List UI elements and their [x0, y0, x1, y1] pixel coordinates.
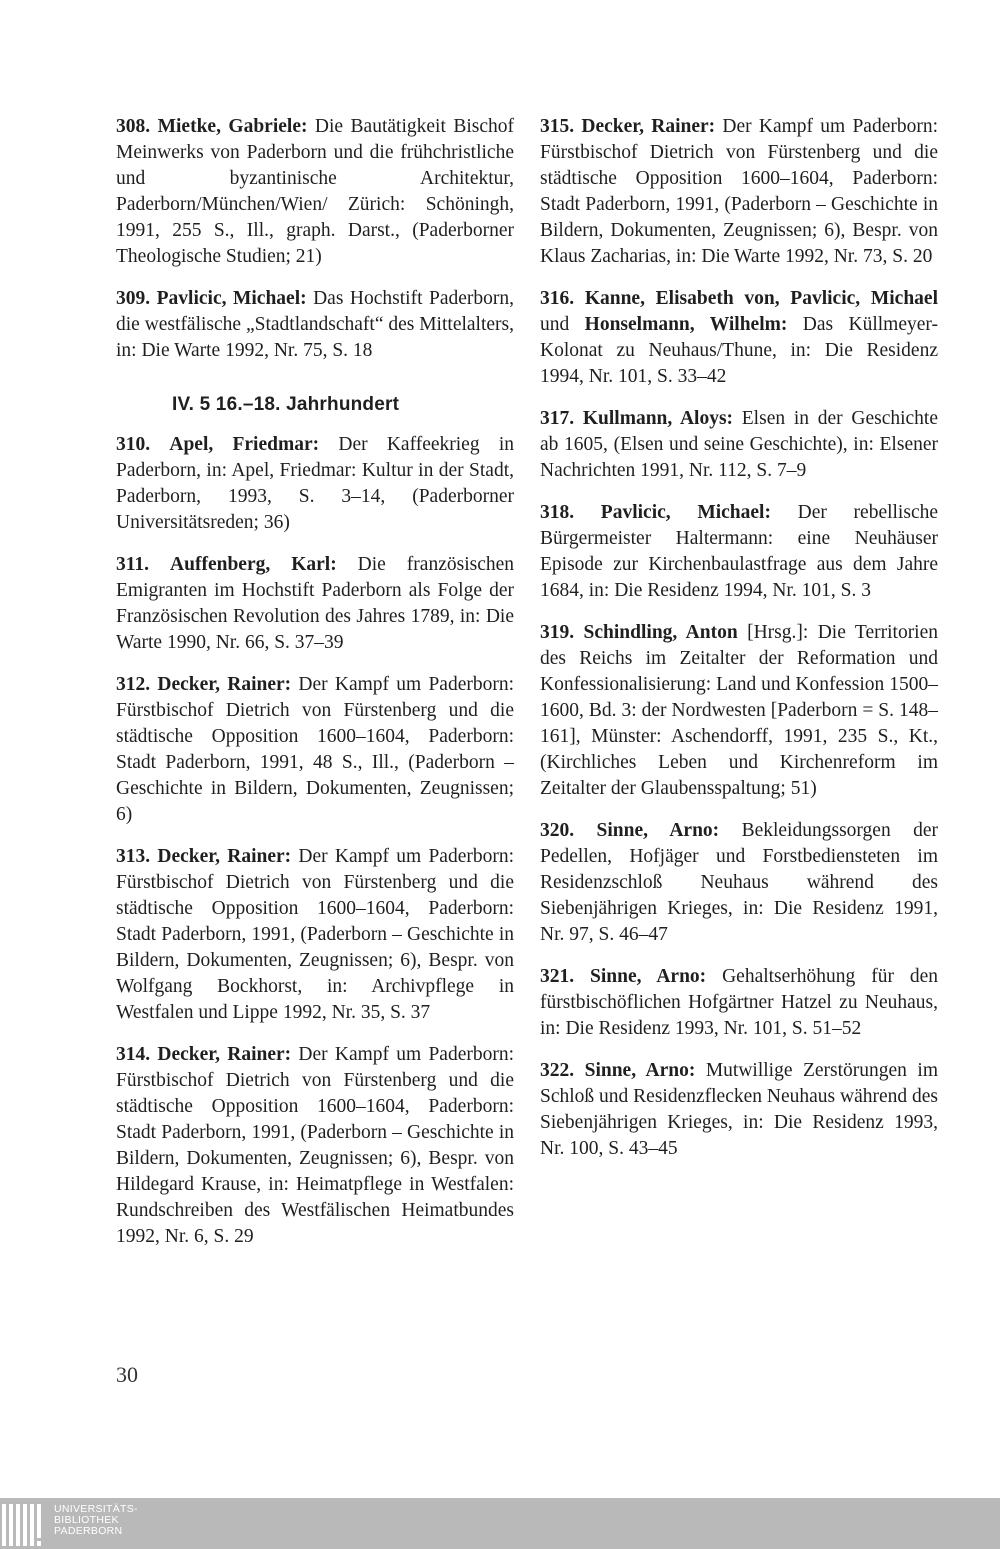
entry-author: Sinne, Arno: [596, 820, 720, 841]
entry-author: Sinne, Arno: [590, 966, 707, 987]
entry-number: 312. [116, 674, 151, 695]
entry-author: Decker, Rainer: [157, 846, 292, 867]
bibliography-entry-308 [116, 114, 514, 270]
bibliography-entry-309 [116, 286, 514, 364]
bibliography-entry-315 [540, 114, 938, 270]
entry-text: Mutwillige Zerstörungen im Schloß und Residenzflecken Neuhaus während des Siebenjährigen Krieges, in: Die Residenz 1993, Nr. 100, S. 43–45 [540, 1060, 939, 1159]
entry-number: 314. [116, 1044, 151, 1065]
section-heading: IV. 5 16.–18. Jahrhundert [172, 394, 400, 415]
entry-text: Der Kampf um Paderborn: Fürstbischof Dietrich von Fürstenberg und die städtische Opposition 1600–1604, Paderborn: Stadt Paderborn, 1991, (Paderborn – Geschichte in Bildern, Dokumenten, Zeugnissen; 6), Bespr. von Wolfgang Bockhorst, in: Archivpflege in Westfalen und Lippe 1992, Nr. 35, S. 37 [116, 846, 515, 1023]
entry-conjunction: und [540, 314, 585, 335]
bibliography-entry-312 [116, 672, 514, 828]
entry-number: 311. [116, 554, 150, 575]
entry-text: Der Kampf um Paderborn: Fürstbischof Dietrich von Fürstenberg und die städtische Opposition 1600–1604, Paderborn: Stadt Paderborn, 1991, 48 S., Ill., (Paderborn – Geschichte in Bildern, Dokumenten, Zeugnissen; 6) [116, 674, 515, 825]
library-logo-icon [2, 1504, 48, 1546]
entry-text: Elsen in der Geschichte ab 1605, (Elsen und seine Geschichte), in: Elsener Nachrichten 1991, Nr. 112, S. 7–9 [540, 408, 939, 481]
entry-author: Apel, Friedmar: [169, 434, 320, 455]
entry-number: 318. [540, 502, 575, 523]
entry-text: Der rebellische Bürgermeister Haltermann: eine Neuhäuser Episode zur Kirchenbaulastfrage aus dem Jahre 1684, in: Die Residenz 1994, Nr. 101, S. 3 [540, 502, 938, 601]
entry-author: Pavlicic, Michael: [156, 288, 307, 309]
library-name-line-1: UNIVERSITÄTS- [54, 1503, 138, 1515]
entry-author: Schindling, Anton [583, 622, 738, 643]
page-number: 30 [116, 1362, 138, 1387]
left-column [116, 114, 514, 1266]
library-name-line-3: PADERBORN [54, 1525, 123, 1537]
library-footer-bar [0, 1498, 1000, 1549]
entry-number: 310. [116, 434, 151, 455]
bibliography-entry-321 [540, 964, 938, 1042]
entry-number: 322. [540, 1060, 575, 1081]
entry-text: Der Kampf um Paderborn: Fürstbischof Dietrich von Fürstenberg und die städtische Opposition 1600–1604, Paderborn: Stadt Paderborn, 1991, (Paderborn – Geschichte in Bildern, Dokumenten, Zeugnissen; 6), Bespr. von Hildegard Krause, in: Heimatpflege in Westfalen: Rundschreiben des Westfälischen Heimatbundes 1992, Nr. 6, S. 29 [116, 1044, 515, 1247]
right-column [540, 114, 938, 1178]
entry-number: 316. [540, 288, 575, 309]
bibliography-entry-311 [116, 552, 514, 656]
library-logo-text [54, 1504, 138, 1537]
bibliography-entry-320 [540, 818, 938, 948]
entry-text: Die französischen Emigranten im Hochstift Paderborn als Folge der Französischen Revolution des Jahres 1789, in: Die Warte 1990, Nr. 66, S. 37–39 [116, 554, 515, 653]
entry-author: Decker, Rainer: [581, 116, 716, 137]
entry-author: Kullmann, Aloys: [582, 408, 734, 429]
library-name-line-2: BIBLIOTHEK [54, 1514, 119, 1526]
entry-number: 308. [116, 116, 151, 137]
entry-number: 321. [540, 966, 575, 987]
entry-author: Auffenberg, Karl: [170, 554, 337, 575]
entry-author: Honselmann, Wilhelm: [584, 314, 788, 335]
entry-author: Sinne, Arno: [584, 1060, 696, 1081]
entry-text: Das Hochstift Paderborn, die westfälische „Stadtlandschaft“ des Mittelalters, in: Die Warte 1992, Nr. 75, S. 18 [116, 288, 514, 361]
entry-text: Gehaltserhöhung für den fürstbischöflichen Hofgärtner Hatzel zu Neuhaus, in: Die Residenz 1993, Nr. 101, S. 51–52 [540, 966, 938, 1039]
entry-author: Pavlicic, Michael: [600, 502, 771, 523]
entry-text: Das Küllmeyer-Kolonat zu Neuhaus/Thune, in: Die Residenz 1994, Nr. 101, S. 33–42 [540, 314, 938, 387]
entry-number: 309. [116, 288, 151, 309]
bibliography-entry-314 [116, 1042, 514, 1250]
entry-number: 313. [116, 846, 151, 867]
bibliography-entry-319 [540, 620, 938, 802]
bibliography-entry-322 [540, 1058, 938, 1162]
entry-author: Decker, Rainer: [157, 1044, 292, 1065]
entry-author: Decker, Rainer: [157, 674, 292, 695]
entry-number: 320. [540, 820, 575, 841]
bibliography-entry-313 [116, 844, 514, 1026]
entry-text: [Hrsg.]: Die Territorien des Reichs im Zeitalter der Reformation und Konfessionalisierung: Land und Konfession 1500–1600, Bd. 3: der Nordwesten [Paderborn = S. 148–161], Münster: Aschendorff, 1991, 235 S., Kt., (Kirchliches Leben und Kirchenreform im Zeitalter der Glaubensspaltung; 51) [540, 622, 939, 799]
entry-number: 317. [540, 408, 575, 429]
bibliography-entry-317 [540, 406, 938, 484]
entry-text: Bekleidungssorgen der Pedellen, Hofjäger und Forstbediensteten im Residenzschloß Neuhaus während des Siebenjährigen Krieges, in: Die Residenz 1991, Nr. 97, S. 46–47 [540, 820, 939, 945]
entry-text: Der Kampf um Paderborn: Fürstbischof Dietrich von Fürstenberg und die städtische Opposition 1600–1604, Paderborn: Stadt Paderborn, 1991, (Paderborn – Geschichte in Bildern, Dokumenten, Zeugnissen; 6), Bespr. von Klaus Zacharias, in: Die Warte 1992, Nr. 73, S. 20 [540, 116, 939, 267]
entry-author: Kanne, Elisabeth von, Pavlicic, Michael [584, 288, 938, 309]
entry-text: Der Kaffeekrieg in Paderborn, in: Apel, Friedmar: Kultur in der Stadt, Paderborn, 1993, S. 3–14, (Paderborner Universitätsreden; 36) [116, 434, 514, 533]
entry-author: Mietke, Gabriele: [157, 116, 308, 137]
entry-number: 315. [540, 116, 575, 137]
bibliography-entry-316 [540, 286, 938, 390]
bibliography-entry-310 [116, 432, 514, 536]
bibliography-entry-318 [540, 500, 938, 604]
entry-number: 319. [540, 622, 575, 643]
entry-text: Die Bautätigkeit Bischof Meinwerks von Paderborn und die frühchristliche und byzantinische Architektur, Paderborn/München/Wien/ Zürich: Schöningh, 1991, 255 S., Ill., graph. Darst., (Paderborner Theologische Studien; 21) [116, 116, 514, 267]
